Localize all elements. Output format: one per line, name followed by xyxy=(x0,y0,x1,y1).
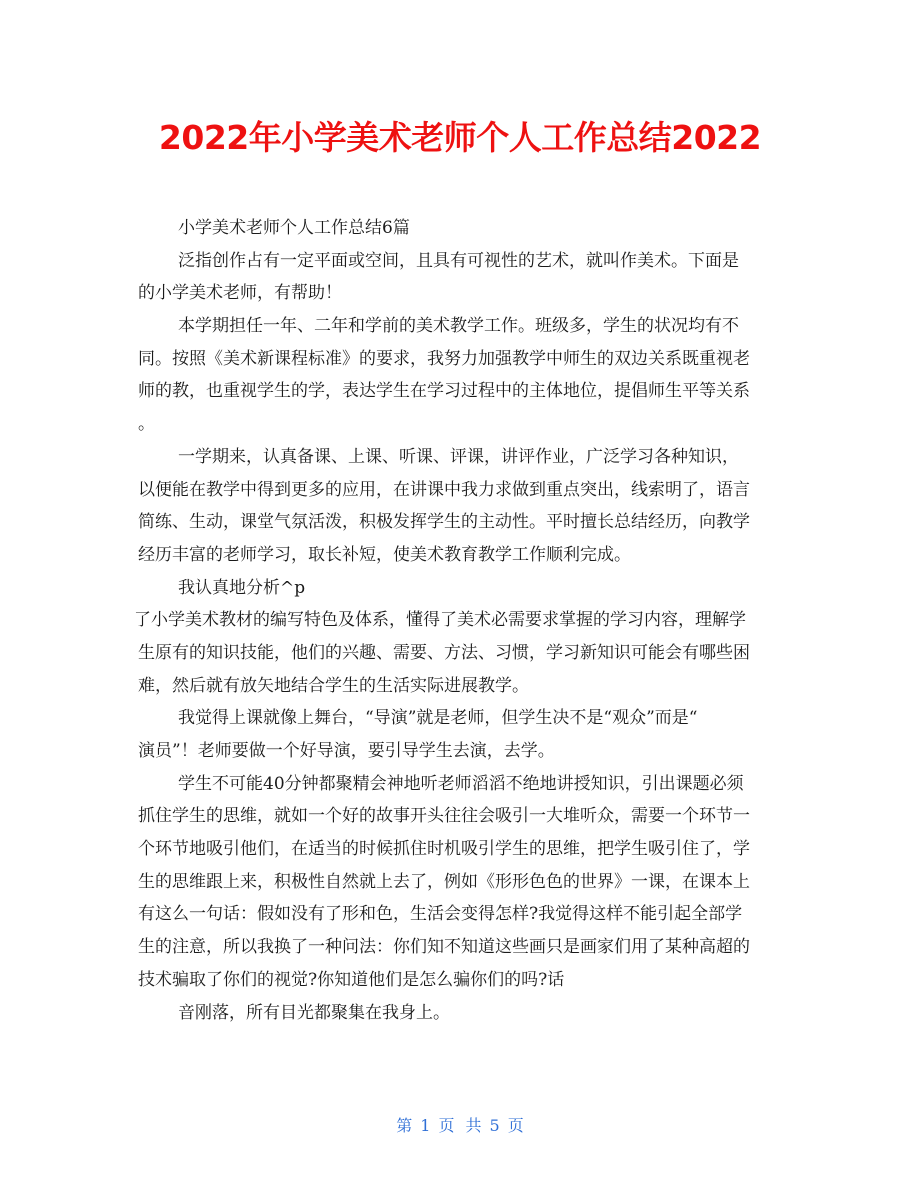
page-current: 1 xyxy=(420,1116,431,1135)
paragraph-line: 生原有的知识技能，他们的兴趣、需要、方法、习惯，学习新知识可能会有哪些困 xyxy=(138,642,750,663)
paragraph-line: 以便能在教学中得到更多的应用，在讲课中我力求做到重点突出，线索明了，语言 xyxy=(138,479,750,500)
paragraph-line: 生的注意，所以我换了一种问法：你们知不知道这些画只是画家们用了某种高超的 xyxy=(138,937,750,958)
paragraph-line: 演员”！老师要做一个好导演，要引导学生去演，去学。 xyxy=(138,741,555,761)
paragraph-line: 同。按照《美术新课程标准》的要求，我努力加强教学中师生的双边关系既重视老 xyxy=(138,348,750,369)
document-title: 2022年小学美术老师个人工作总结2022 xyxy=(158,118,762,157)
paragraph-line: 师的教，也重视学生的学，表达学生在学习过程中的主体地位，提倡师生平等关系 xyxy=(138,381,750,402)
paragraph-line: 简练、生动，课堂气氛活泼，积极发挥学生的主动性。平时擅长总结经历，向教学 xyxy=(138,512,750,533)
paragraph-line: 我觉得上课就像上舞台，“导演”就是老师，但学生决不是“观众”而是“ xyxy=(178,708,698,729)
paragraph-line: 技术骗取了你们的视觉?你知道他们是怎么骗你们的吗?话 xyxy=(138,969,565,990)
paragraph-line: 音刚落，所有目光都聚集在我身上。 xyxy=(178,1002,450,1023)
page-number-footer xyxy=(0,1112,920,1140)
page-label-prefix: 第 xyxy=(396,1116,413,1135)
paragraph-line: 经历丰富的老师学习，取长补短，使美术教育教学工作顺利完成。 xyxy=(138,544,631,565)
paragraph-line: 学生不可能40分钟都聚精会神地听老师滔滔不绝地讲授知识，引出课题必须 xyxy=(178,773,744,794)
page-label-suffix: 页 xyxy=(507,1116,524,1135)
page-total: 5 xyxy=(489,1116,500,1135)
paragraph-line: 泛指创作占有一定平面或空间，且具有可视性的艺术，就叫作美术。下面是 xyxy=(178,250,739,271)
document-body xyxy=(134,212,786,1029)
paragraph-line: 个环节地吸引他们，在适当的时候抓住时机吸引学生的思维，把学生吸引住了，学 xyxy=(138,839,750,860)
paragraph-line: 难，然后就有放矢地结合学生的生活实际进展教学。 xyxy=(138,675,529,696)
paragraph-line: 生的思维跟上来，积极性自然就上去了，例如《形形色色的世界》一课，在课本上 xyxy=(138,871,750,892)
paragraph-line: 本学期担任一年、二年和学前的美术教学工作。班级多，学生的状况均有不 xyxy=(178,316,739,337)
paragraph-line: 。 xyxy=(138,414,155,435)
page-label-mid: 页 共 xyxy=(438,1116,482,1135)
paragraph-line: 一学期来，认真备课、上课、听课、评课，讲评作业，广泛学习各种知识， xyxy=(178,446,739,467)
paragraph-line: 小学美术老师个人工作总结6篇 xyxy=(178,218,410,238)
paragraph-line: 了小学美术教材的编写特色及体系，懂得了美术必需要求掌握的学习内容，理解学 xyxy=(134,610,746,631)
paragraph-line: 的小学美术老师，有帮助！ xyxy=(138,283,342,304)
paragraph-line: 有这么一句话：假如没有了形和色，生活会变得怎样?我觉得这样不能引起全部学 xyxy=(138,904,743,925)
paragraph-line: 抓住学生的思维，就如一个好的故事开头往往会吸引一大堆听众，需要一个环节一 xyxy=(138,806,750,827)
paragraph-line: 我认真地分析^p xyxy=(178,577,306,598)
